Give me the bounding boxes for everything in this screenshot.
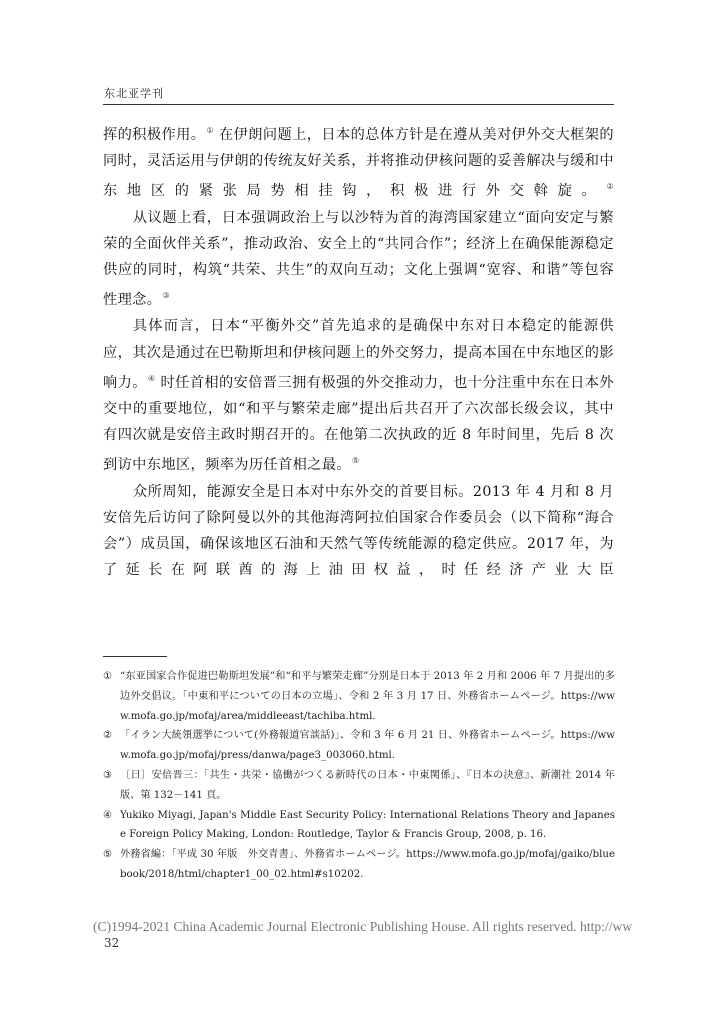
footnote: [103, 667, 615, 726]
copyright-watermark: (C)1994-2021 China Academic Journal Electronic Publishing House. All rights reserved. http://ww: [93, 919, 633, 934]
footnote: [103, 845, 615, 885]
paragraph-text: 具体而言，日本“平衡外交”首先追求的是确保中东对日本稳定的能源供应，其次是通过在巴勒斯坦和伊核问题上的外交努力，提高本国在中东地区的影响力。: [103, 318, 614, 391]
footnote-divider: [103, 656, 167, 657]
footnote-ref: ①: [206, 126, 215, 135]
paragraph-text: 在伊朗问题上，日本的总体方针是在遵从美对伊外交大框架的同时，灵活运用与伊朗的传统友好关系，并将推动伊核问题的妥善解决与缓和中东地区的紧张局势相挂钩，积极进行外交斡旋。: [103, 127, 614, 200]
journal-title: 东北亚学刊: [104, 87, 164, 100]
paragraph-2: [103, 205, 614, 314]
header-divider: [103, 104, 614, 105]
footnote-number: ③: [103, 769, 113, 781]
footnotes: [103, 667, 615, 885]
footnote-text: Yukiko Miyagi, Japan's Middle East Security Policy: International Relations Theory and Japanese Foreign Policy Making, London: Routledge, Taylor & Francis Group, 2008, p. 16.: [120, 809, 615, 841]
paragraph-3: [103, 313, 614, 478]
footnote-text: 〔日〕安倍晋三：「共生・共栄・協働がつくる新時代の日本・中東関係」、『日本の決意』、新潮社 2014 年版、第 132－141 頁。: [120, 769, 615, 801]
footnote-ref: ②: [606, 182, 614, 192]
main-text: [103, 118, 614, 583]
paragraph-4: [103, 479, 614, 584]
footnote: [103, 726, 615, 766]
page-number: 32: [104, 936, 120, 950]
paragraph-text: 挥的积极作用。: [103, 127, 206, 143]
footnote: [103, 806, 615, 846]
paragraph-1: [103, 118, 614, 205]
paragraph-text: 时任首相的安倍晋三拥有极强的外交推动力，也十分注重中东在日本外交中的重要地位，如“和平与繁荣走廊”提出后共召开了六次部长级会议，其中有四次就是安倍主政时期召开的。在他第二次执政的近 8 年时间里，先后 8 次到访中东地区，频率为历任首相之最。: [103, 374, 614, 474]
footnote: [103, 766, 615, 806]
footnote-text: 外務省編：「平成 30 年版 外交青書」、外務省ホームページ。https://www.mofa.go.jp/mofaj/gaiko/bluebook/2018/html/chapter1_00_02.html#s10202.: [120, 849, 615, 880]
footnote-text: 「イラン大統領選挙について(外務報道官談話)」、令和 3 年 6 月 21 日、外務省ホームページ。https://www.mofa.go.jp/mofaj/press/danwa/page3_003060.html.: [120, 730, 615, 762]
footnote-number: ④: [103, 809, 113, 821]
footnote-ref: ③: [162, 291, 170, 301]
paragraph-text: 从议题上看，日本强调政治上与以沙特为首的海湾国家建立“面向安定与繁荣的全面伙伴关系”，推动政治、安全上的“共同合作”；经济上在确保能源稳定供应的同时，构筑“共荣、共生”的双向互动；文化上强调“宽容、和谐”等包容性理念。: [103, 209, 614, 309]
footnote-number: ⑤: [103, 849, 113, 861]
footnote-ref: ⑤: [352, 456, 360, 466]
footnote-ref: ④: [147, 373, 156, 383]
footnote-text: “东亚国家合作促进巴勒斯坦发展”和“和平与繁荣走廊”分别是日本于 2013 年 2 月和 2006 年 7 月提出的多边外交倡议。「中東和平についての日本の立場」、令和 2 年 3 月 17 日、外務省ホームページ。https://www.mofa.go.jp/mofaj/area/middleeast/tachiba.html.: [120, 671, 615, 722]
footnote-number: ②: [103, 730, 113, 742]
footnote-number: ①: [103, 671, 113, 682]
paragraph-text: 众所周知，能源安全是日本对中东外交的首要目标。2013 年 4 月和 8 月安倍先后访问了除阿曼以外的其他海湾阿拉伯国家合作委员会（以下简称“海合会”）成员国，确保该地区石油和天然气等传统能源的稳定供应。2017 年，为了延长在阿联酋的海上油田权益，时任经济产业大臣: [103, 483, 614, 579]
